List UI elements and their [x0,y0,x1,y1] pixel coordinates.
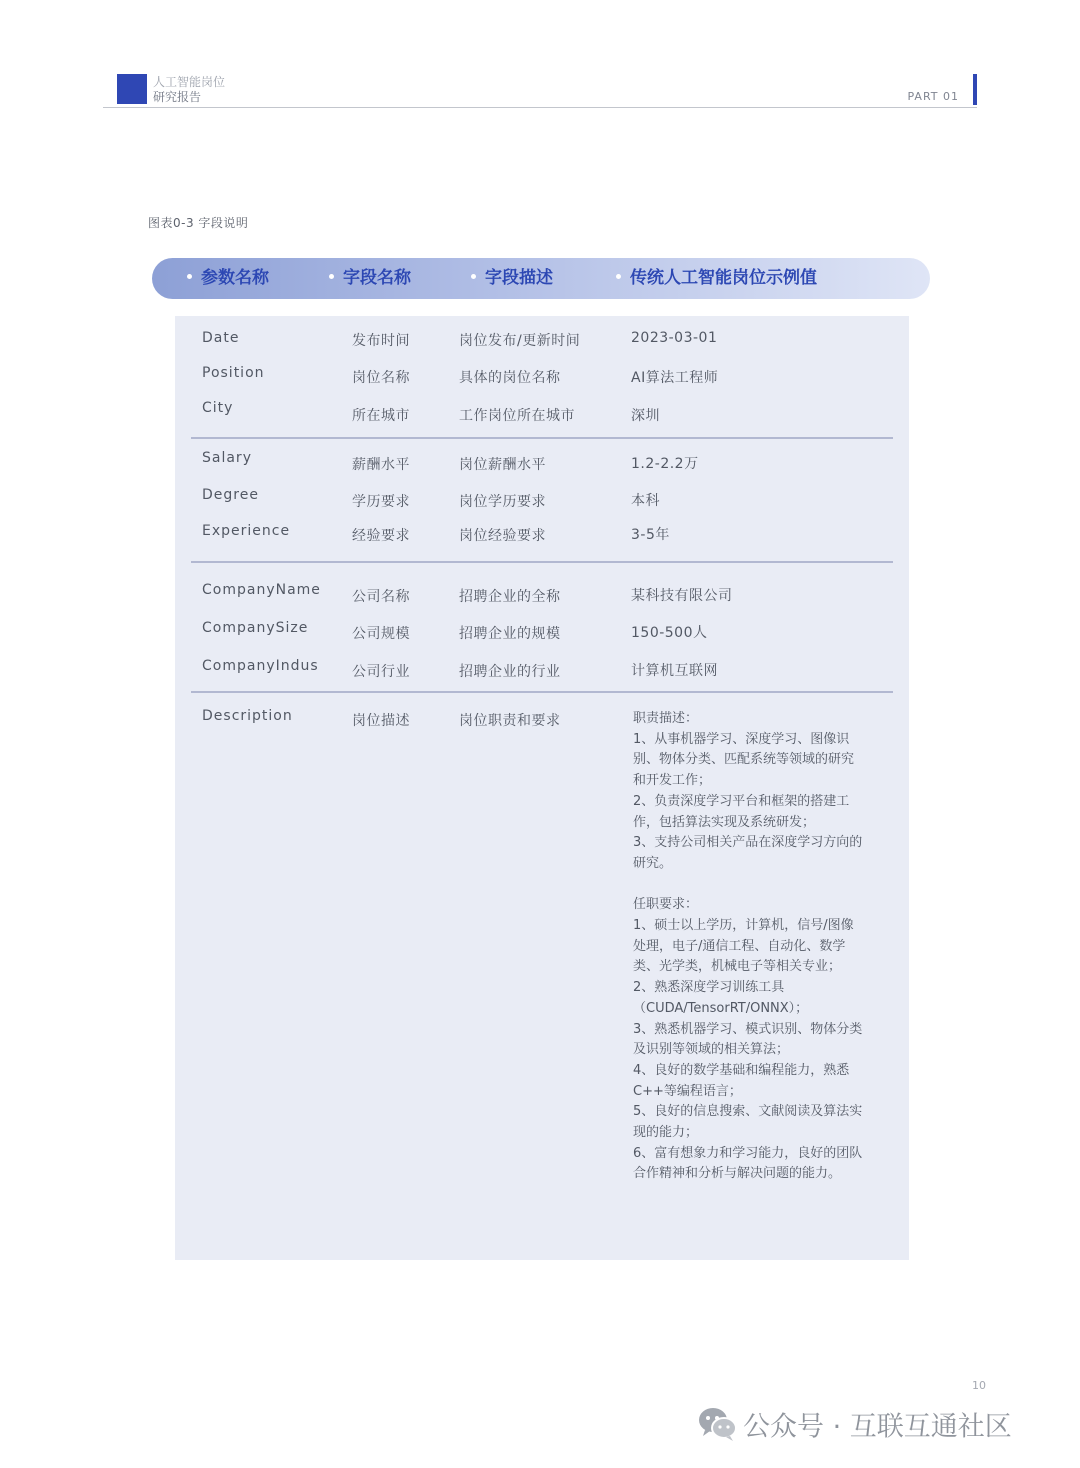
column-header-field: 字段名称 [329,258,411,299]
table-cell-desc: 招聘企业的规模 [459,626,561,642]
table-cell-example: 3-5年 [631,527,670,543]
table-cell-example: 1.2-2.2万 [631,456,699,472]
description-line: 合作精神和分析与解决问题的能力。 [633,1166,842,1182]
table-cell-example: 计算机互联网 [631,663,718,679]
table-cell-field: 公司规模 [352,626,410,642]
description-line: 1、从事机器学习、深度学习、图像识 [633,731,850,747]
wechat-icon [697,1404,739,1444]
description-line: 处理，电子/通信工程、自动化、数学 [633,938,846,954]
description-line: 职责描述： [633,711,699,726]
watermark [697,1404,1012,1444]
table-cell-example: 深圳 [631,408,660,424]
description-line: 任职要求： [633,897,699,913]
description-line: C++等编程语言； [633,1083,742,1099]
table-cell-field: 薪酬水平 [352,457,410,473]
table-cell-field: 经验要求 [352,528,410,544]
column-header-bar [152,258,930,299]
column-header-example: 传统人工智能岗位示例值 [616,258,817,299]
table-cell-desc: 招聘企业的行业 [459,664,561,680]
description-line: 1、硕士以上学历，计算机，信号/图像 [633,918,854,934]
description-line: 2、负责深度学习平台和框架的搭建工 [633,793,850,809]
description-line: 作，包括算法实现及系统研发； [633,814,816,830]
description-example-text [633,709,895,1185]
description-line: 及识别等领域的相关算法； [633,1042,790,1058]
description-gap [633,875,895,896]
table-cell-field: 发布时间 [352,333,410,349]
header-accent-bar [973,74,977,105]
description-line: 4、良好的数学基础和编程能力，熟悉 [633,1062,850,1078]
table-cell-example: 150-500人 [631,625,708,641]
bullet-dot-icon [187,274,192,279]
description-line: 6、富有想象力和学习能力，良好的团队 [633,1145,863,1161]
table-cell-example: 某科技有限公司 [631,588,733,604]
table-cell-desc: 工作岗位所在城市 [459,408,575,424]
group-divider [191,437,893,439]
table-cell-param: Position [202,365,265,381]
table-cell-param: CompanyName [202,582,321,598]
header-part-label: PART 01 [907,90,959,103]
table-cell-desc: 岗位学历要求 [459,494,546,510]
table-cell-field: 岗位名称 [352,370,410,386]
column-header-desc: 字段描述 [471,258,553,299]
description-line: 现的能力； [633,1125,699,1141]
description-line: 2、熟悉深度学习训练工具 [633,980,785,996]
bullet-dot-icon [616,274,621,279]
table-cell-param: Experience [202,523,291,539]
header-title-line1: 人工智能岗位 [153,75,226,89]
table-cell-param: CompanyIndus [202,658,319,674]
page-number: 10 [972,1379,986,1392]
table-cell-desc: 具体的岗位名称 [459,370,561,386]
table-cell-param: Date [202,330,240,346]
table-cell-field: 公司行业 [352,664,410,680]
table-cell-param: CompanySize [202,620,309,636]
bullet-dot-icon [471,274,476,279]
description-line: 研究。 [633,855,673,871]
table-cell-param: City [202,400,234,416]
header-divider [103,107,977,108]
table-cell-desc: 招聘企业的全称 [459,589,561,605]
table-cell-desc: 岗位薪酬水平 [459,457,546,473]
table-cell-field: 公司名称 [352,589,410,605]
table-cell-desc: 岗位发布/更新时间 [459,333,581,349]
table-cell-example: 本科 [631,493,660,509]
group-divider [191,691,893,693]
description-line: 类、光学类，机械电子等相关专业； [633,959,842,975]
column-header-param: 参数名称 [187,258,269,299]
table-cell-desc: 岗位经验要求 [459,528,546,544]
table-cell-param: Degree [202,487,259,503]
description-line: 别、物体分类、匹配系统等领域的研究 [633,752,855,768]
figure-caption: 图表0-3 字段说明 [148,216,249,230]
table-cell-field: 所在城市 [352,408,410,424]
table-cell-param: Salary [202,450,252,466]
description-line: 和开发工作； [633,773,712,789]
table-cell-param: Description [202,708,293,724]
table-cell-field: 学历要求 [352,494,410,510]
description-line: （CUDA/TensorRT/ONNX）； [633,1000,809,1016]
bullet-dot-icon [329,274,334,279]
table-cell-field: 岗位描述 [352,713,410,729]
description-line: 5、良好的信息搜索、文献阅读及算法实 [633,1104,863,1120]
group-divider [191,561,893,563]
description-line: 3、支持公司相关产品在深度学习方向的 [633,835,863,851]
header-title [153,75,225,105]
table-cell-example: AI算法工程师 [631,370,719,386]
description-line: 3、熟悉机器学习、模式识别、物体分类 [633,1021,863,1037]
table-cell-example: 2023-03-01 [631,330,718,346]
watermark-text: 公众号 · 互联互通社区 [743,1411,1012,1443]
header-title-line2: 研究报告 [153,90,202,104]
header-logo-square [117,74,147,104]
table-cell-desc: 岗位职责和要求 [459,713,561,729]
